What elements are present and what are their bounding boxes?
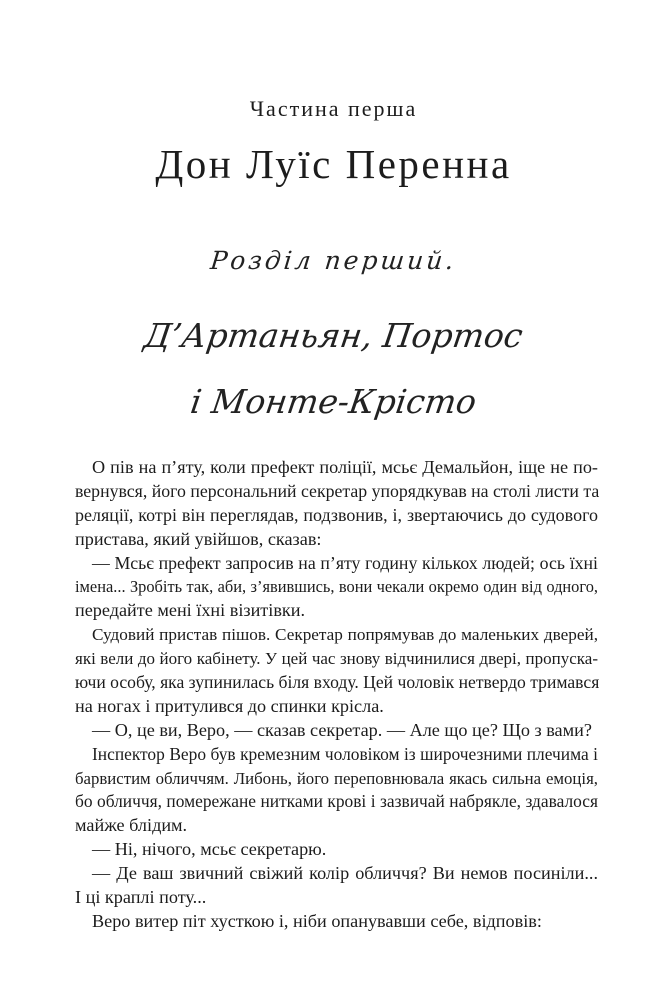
chapter-label: Розділ перший. — [208, 246, 458, 275]
chapter-title-line-1: Д’Артаньян, Портос — [141, 316, 526, 355]
text-line: реляції, котрі він переглядав, подзвонив, і, звертаючись до судового — [75, 504, 598, 525]
text-line: передайте мені їхні візитівки. — [75, 600, 306, 621]
text-line: — Мсьє префект запросив на п’яту годину кількох людей; ось їхні — [92, 552, 598, 573]
text-line: вернувся, його персональний секретар упорядкував на столі листи та — [75, 480, 600, 501]
text-line: І ці краплі поту... — [75, 887, 207, 908]
text-line: барвистим обличчям. Либонь, його переповнювала якась сильна емоція, — [75, 768, 598, 788]
text-line: Інспектор Веро був кремезним чоловіком із широчезними плечима і — [92, 743, 598, 764]
text-line: які вели до його кабінету. У цей час знову відчинилися двері, пропуска- — [75, 649, 598, 669]
text-line: — Ні, нічого, мсьє секретарю. — [92, 839, 327, 860]
text-line: імена... Зробіть так, аби, з’явившись, вони чекали окремо один від одного, — [75, 577, 598, 597]
text-line: О пів на п’яту, коли префект поліції, мсьє Демальйон, іще не по- — [92, 457, 598, 477]
text-line: пристава, який увійшов, сказав: — [75, 528, 322, 549]
text-line: на ногах і притулився до спинки крісла. — [75, 695, 384, 716]
part-title: Дон Луїс Перенна — [155, 141, 512, 187]
text-line: Судовий пристав пішов. Секретар попрямував до маленьких дверей, — [92, 625, 598, 645]
text-line: — О, це ви, Веро, — сказав секретар. — Але що це? Що з вами? — [92, 719, 592, 740]
text-line: бо обличчя, помережане нитками крові і зазвичай набрякле, здавалося — [75, 791, 598, 812]
body-text — [75, 456, 598, 934]
chapter-title-line-2: і Монте-Крісто — [188, 382, 479, 421]
text-line: Веро витер піт хусткою і, ніби опанувавши себе, відповів: — [92, 910, 542, 931]
part-label: Частина перша — [249, 96, 418, 121]
text-line: — Де ваш звичний свіжий колір обличчя? Ви немов посиніли... — [92, 863, 598, 884]
text-line: майже блідим. — [75, 815, 188, 836]
text-line: ючи особу, яка зупинилась біля входу. Цей чоловік нетвердо тримався — [75, 672, 600, 693]
